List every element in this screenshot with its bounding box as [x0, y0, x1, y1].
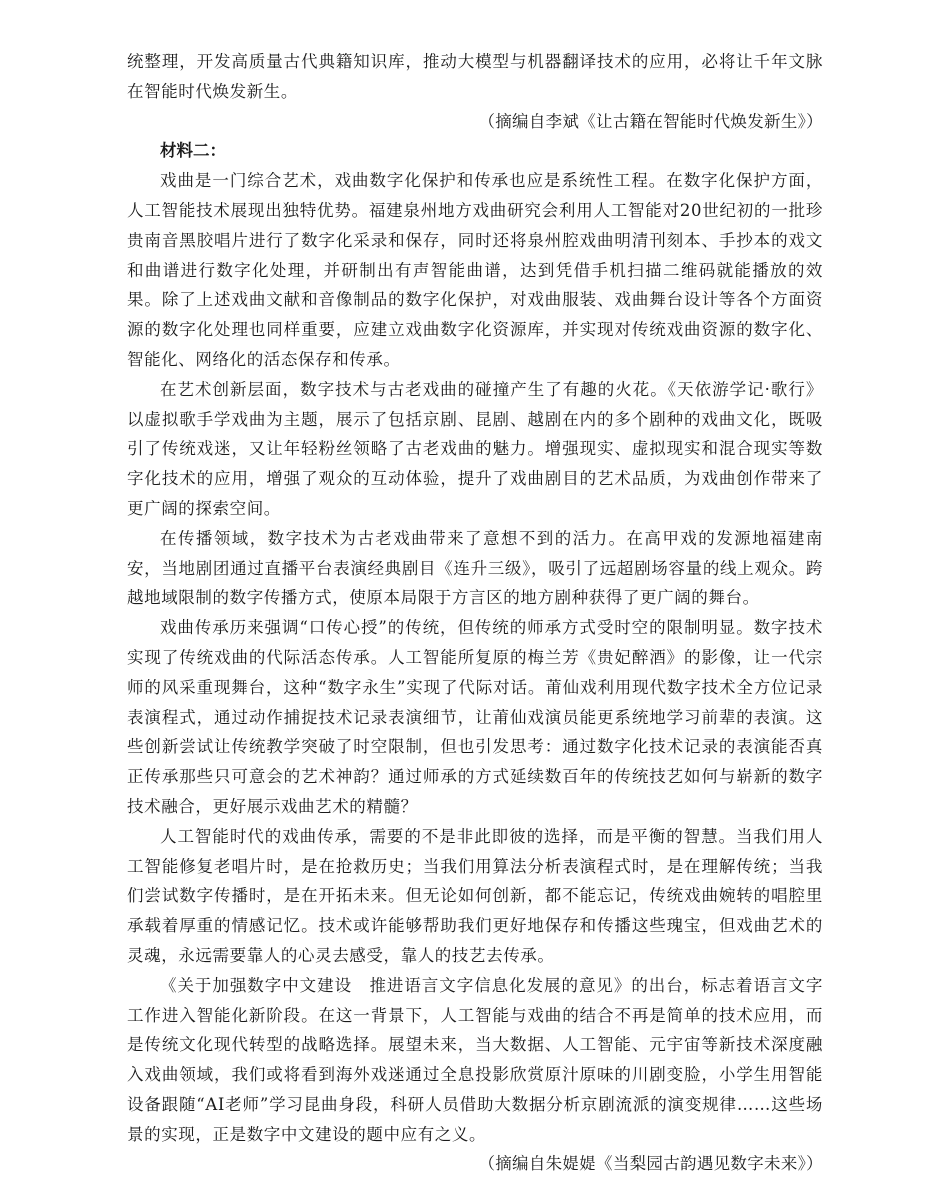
intro-tail-paragraph: 统整理，开发高质量古代典籍知识库，推动大模型与机器翻译技术的应用，必将让千年文脉在智能时代焕发新生。 [127, 52, 823, 101]
paragraph-dissemination: 在传播领域，数字技术为古老戏曲带来了意想不到的活力。在高甲戏的发源地福建南安，当地剧团通过直播平台表演经典剧目《连升三级》，吸引了远超剧场容量的线上观众。跨越地域限制的数字传播方式，使原本局限于方言区的地方剧种获得了更广阔的舞台。 [127, 528, 823, 608]
paragraph-innovation: 在艺术创新层面，数字技术与古老戏曲的碰撞产生了有趣的火花。《天依游学记·歌行》以虚拟歌手学戏曲为主题，展示了包括京剧、昆剧、越剧在内的多个剧种的戏曲文化，既吸引了传统戏迷，又让年轻粉丝领略了古老戏曲的魅力。增强现实、虚拟现实和混合现实等数字化技术的应用，增强了观众的互动体验，提升了戏曲剧目的艺术品质，为戏曲创作带来了更广阔的探索空间。 [127, 379, 823, 518]
paragraph-balance: 人工智能时代的戏曲传承，需要的不是非此即彼的选择，而是平衡的智慧。当我们用人工智能修复老唱片时，是在抢救历史；当我们用算法分析表演程式时，是在理解传统；当我们尝试数字传播时，是在开拓未来。但无论如何创新，都不能忘记，传统戏曲婉转的唱腔里承载着厚重的情感记忆。技术或许能够帮助我们更好地保存和传播这些瑰宝，但戏曲艺术的灵魂，永远需要靠人的心灵去感受，靠人的技艺去传承。 [127, 826, 823, 965]
paragraph-inheritance: 戏曲传承历来强调“口传心授”的传统，但传统的师承方式受时空的限制明显。数字技术实现了传统戏曲的代际活态传承。人工智能所复原的梅兰芳《贵妃醉酒》的影像，让一代宗师的风采重现舞台，这种“数字永生”实现了代际对话。莆仙戏利用现代数字技术全方位记录表演程式，通过动作捕捉技术记录表演细节，让莆仙戏演员能更系统地学习前辈的表演。这些创新尝试让传统教学突破了时空限制，但也引发思考：通过数字化技术记录的表演能否真正传承那些只可意会的艺术神韵？通过师承的方式延续数百年的传统技艺如何与崭新的数字技术融合，更好展示戏曲艺术的精髓？ [127, 618, 823, 816]
material-2-heading: 材料二： [160, 141, 226, 161]
document-page [127, 47, 823, 1179]
paragraph-digital-chinese: 《关于加强数字中文建设 推进语言文字信息化发展的意见》的出台，标志着语言文字工作进入智能化新阶段。在这一背景下，人工智能与戏曲的结合不再是简单的技术应用，而是传统文化现代转型的战略选择。展望未来，当大数据、人工智能、元宇宙等新技术深度融入戏曲领域，我们或将看到海外戏迷通过全息投影欣赏原汁原味的川剧变脸，小学生用智能设备跟随“AI老师”学习昆曲身段，科研人员借助大数据分析京剧流派的演变规律……这些场景的实现，正是数字中文建设的题中应有之义。 [127, 975, 823, 1144]
source-citation-1: （摘编自李斌《让古籍在智能时代焕发新生》） [478, 111, 823, 131]
paragraph-protection: 戏曲是一门综合艺术，戏曲数字化保护和传承也应是系统性工程。在数字化保护方面，人工智能技术展现出独特优势。福建泉州地方戏曲研究会利用人工智能对20世纪初的一批珍贵南音黑胶唱片进行了数字化采录和保存，同时还将泉州腔戏曲明清刊刻本、手抄本的戏文和曲谱进行数字化处理，并研制出有声智能曲谱，达到凭借手机扫描二维码就能播放的效果。除了上述戏曲文献和音像制品的数字化保护，对戏曲服装、戏曲舞台设计等各个方面资源的数字化处理也同样重要，应建立戏曲数字化资源库，并实现对传统戏曲资源的数字化、智能化、网络化的活态保存和传承。 [127, 171, 823, 369]
source-citation-2: （摘编自朱媞媞《当梨园古韵遇见数字未来》） [478, 1154, 823, 1174]
